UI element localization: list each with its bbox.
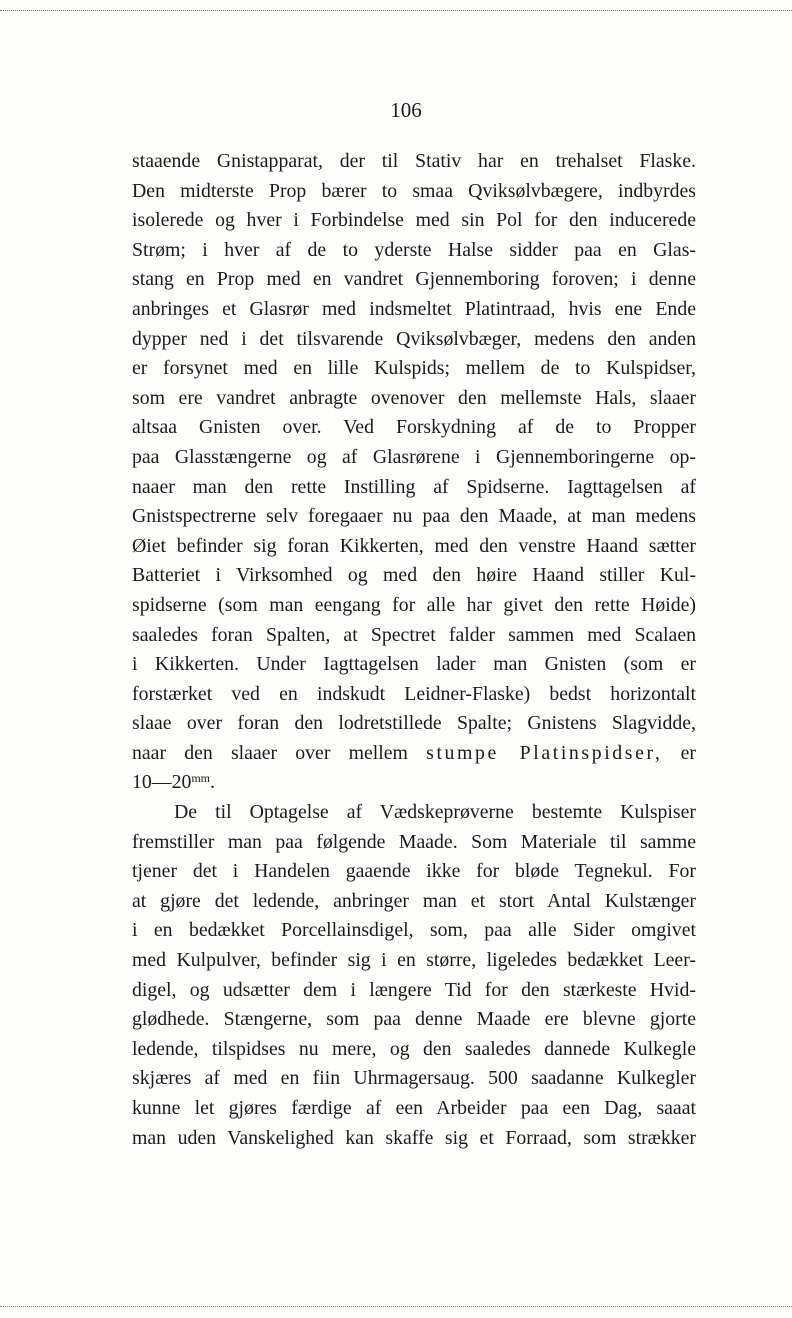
measurement-unit: mm (191, 771, 211, 786)
paragraph-2 (132, 798, 696, 1153)
paragraph-1 (132, 147, 696, 798)
top-edge-rule (0, 10, 792, 11)
text-line: kunne let gjøres færdige af een Arbeider paa een Dag, saaat (132, 1097, 696, 1119)
text-line: Øiet befinder sig foran Kikkerten, med den venstre Haand sætter (132, 534, 696, 557)
text-line: spidserne (som man eengang for alle har givet den rette Høide) (132, 593, 696, 616)
text-line: slaae over foran den lodretstillede Spalte; Gnistens Slagvidde, (132, 712, 696, 735)
text-line: i en bedækket Porcellainsdigel, som, paa alle Sider omgivet (132, 919, 696, 942)
text-line: i Kikkerten. Under Iagttagelsen lader man Gnisten (som er (132, 653, 696, 676)
text-span: er (680, 741, 696, 764)
emphasized-spaced-text: stumpe Platinspidser, (426, 741, 663, 764)
text-line: anbringes et Glasrør med indsmeltet Platintraad, hvis ene Ende (132, 297, 696, 320)
text-line: Strøm; i hver af de to yderste Halse sidder paa en Glas- (132, 238, 696, 261)
text-line: tjener det i Handelen gaaende ikke for bløde Tegnekul. For (132, 860, 696, 883)
text-line: altsaa Gnisten over. Ved Forskydning af de to Propper (132, 416, 696, 439)
text-line: De til Optagelse af Vædskeprøverne bestemte Kulspiser (174, 801, 696, 824)
text-line: med Kulpulver, befinder sig i en større, ligeledes bedækket Leer- (132, 949, 696, 972)
text-line: Gnistspectrerne selv foregaaer nu paa den Maade, at man medens (132, 505, 696, 528)
text-line: digel, og udsætter dem i længere Tid for den stærkeste Hvid- (132, 978, 696, 1001)
text-line: som ere vandret anbragte ovenover den mellemste Hals, slaaer (132, 386, 696, 409)
measurement-value: 10—20 (132, 771, 192, 794)
text-line-spaced (132, 739, 696, 769)
text-line: stang en Prop med en vandret Gjennemboring foroven; i denne (132, 268, 696, 291)
text-line: at gjøre det ledende, anbringer man et stort Antal Kulstænger (132, 889, 696, 912)
text-line: forstærket ved en indskudt Leidner-Flaske) bedst horizontalt (132, 682, 696, 705)
bottom-edge-rule (0, 1306, 792, 1307)
body-text (132, 147, 696, 1153)
text-line: Batteriet i Virksomhed og med den høire Haand stiller Kul- (132, 564, 696, 587)
text-line: saaledes foran Spalten, at Spectret falder sammen med Scalaen (132, 623, 696, 646)
text-line: ledende, tilspidses nu mere, og den saaledes dannede Kulkegle (132, 1037, 696, 1060)
text-line: dypper ned i det tilsvarende Qviksølvbæger, medens den anden (132, 327, 696, 350)
text-line: glødhede. Stængerne, som paa denne Maade ere blevne gjorte (132, 1008, 696, 1031)
page-number: 106 (390, 98, 422, 122)
text-line: fremstiller man paa følgende Maade. Som Materiale til samme (132, 830, 696, 853)
text-line: man uden Vanskelighed kan skaffe sig et Forraad, som strækker (132, 1126, 696, 1149)
text-line: er forsynet med en lille Kulspids; mellem de to Kulspidser, (132, 357, 696, 380)
text-line: naaer man den rette Instilling af Spidserne. Iagttagelsen af (132, 475, 696, 498)
text-line: isolerede og hver i Forbindelse med sin Pol for den inducerede (132, 209, 696, 232)
text-span: naar den slaaer over mellem (132, 741, 408, 764)
text-line: paa Glasstængerne og af Glasrørene i Gjennemboringerne op- (132, 445, 696, 468)
text-span: . (210, 771, 215, 794)
text-line: Den midterste Prop bærer to smaa Qviksølvbægere, indbyrdes (132, 179, 696, 202)
text-line: skjæres af med en fiin Uhrmagersaug. 500 saadanne Kulkegler (132, 1067, 696, 1090)
text-line: staaende Gnistapparat, der til Stativ har en trehalset Flaske. (132, 150, 696, 172)
text-line-final (132, 768, 696, 798)
